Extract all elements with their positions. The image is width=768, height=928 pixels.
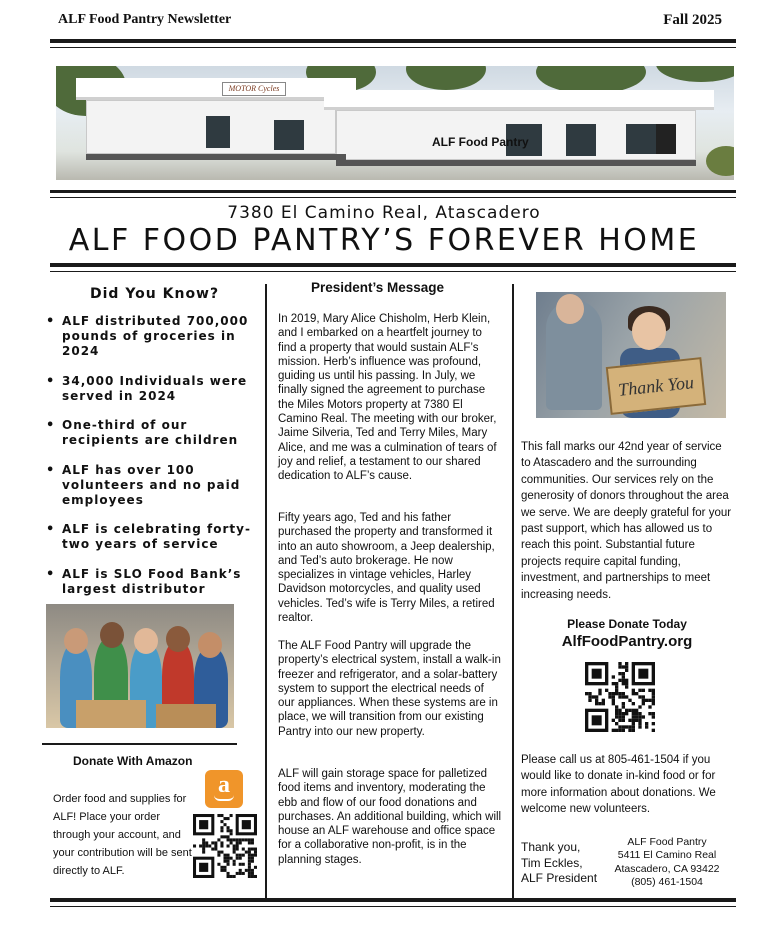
service-paragraph: This fall marks our 42nd year of service to Atascadero and the surrounding communities. Our services rely on the generosity of donors throughout the area we serve. We are deeply grateful for your past support, which has allowed us to reach this point. Substantial future projects require capital funding, investment, and partnerships to meet increasing needs. [521, 441, 732, 601]
top-rule-thin [50, 47, 736, 48]
org-address-line: 5411 El Camino Real [617, 849, 717, 862]
donate-qr-code-icon[interactable] [585, 662, 655, 732]
president-message-title: President’s Message [311, 280, 445, 295]
signature-line: ALF President [521, 871, 598, 885]
headline-rule-thin [50, 271, 736, 272]
building-sign: MOTOR Cycles [222, 82, 286, 96]
amazon-text: Order food and supplies for ALF! Place your order through your account, and your contribution will be sent directly to ALF. [53, 793, 192, 877]
signature-line: Thank you, [521, 840, 581, 854]
newsletter-title: ALF Food Pantry Newsletter [58, 12, 232, 27]
list-item: • One-third of our recipients are children [46, 418, 262, 448]
top-rule-thick [50, 39, 736, 43]
org-address [604, 836, 730, 889]
facts-list [46, 314, 262, 611]
president-paragraph-3: The ALF Food Pantry will upgrade the property’s electrical system, install a walk-in freezer and refrigerator, and a solar-battery system to support the electrical needs of our appliances. When these systems are in place, we will transition from our existing Pantry into our new property. [278, 640, 501, 738]
contact-paragraph: Please call us at 805-461-1504 if you would like to donate in-kind food or for more information about donations. We welcome new volunteers. [521, 754, 716, 816]
headline: ALF FOOD PANTRY’S FOREVER HOME [68, 223, 700, 258]
amazon-qr-code-icon[interactable] [193, 814, 257, 878]
list-item: • ALF distributed 700,000 pounds of groceries in 2024 [46, 314, 262, 359]
column-divider-left [265, 284, 267, 898]
president-paragraph-1: In 2019, Mary Alice Chisholm, Herb Klein, and I embarked on a heartfelt journey to find a property that would sustain ALF’s mission. Herb’s influence was profound, guiding us until his passing. In July, we finally signed the agreement to purchase the Miles Motors property at 7380 El Camino Real. The meeting with our broker, Jaime Silveria, Ted and Terry Miles, Mary Alice, and me was a culmination of tears of joy and relief, a testament to our shared dedication to ALF’s cause. [278, 313, 497, 483]
list-item: • 34,000 Individuals were served in 2024 [46, 374, 262, 404]
amazon-title: Donate With Amazon [73, 754, 193, 768]
bottom-rule-thin [50, 906, 736, 907]
amazon-icon[interactable]: a [205, 770, 243, 808]
hero-rule-thick [50, 190, 736, 193]
building-photo [56, 66, 734, 180]
org-address-line: Atascadero, CA 93422 [614, 862, 720, 875]
list-item: • ALF is celebrating forty-two years of service [46, 522, 262, 552]
org-address-line: (805) 461-1504 [631, 875, 703, 888]
volunteers-photo [46, 604, 234, 728]
hero-rule-thin [50, 197, 736, 198]
donate-title: Please Donate Today [567, 617, 687, 631]
president-paragraph-2: Fifty years ago, Ted and his father purchased the property and transformed it into an auto showroom, a Jeep dealership, and Ted’s auto brokerage. He now specializes in vintage vehicles, Harley Davidson motorcycles, and quality used vehicles. Ted’s wife is Terry Miles, a retired realtor. [278, 512, 495, 625]
headline-rule-thick [50, 263, 736, 267]
photo-caption: ALF Food Pantry [432, 135, 529, 149]
address: 7380 El Camino Real, Atascadero [227, 203, 541, 223]
issue-label: Fall 2025 [663, 12, 722, 28]
list-item: • ALF has over 100 volunteers and no paid employees [46, 463, 262, 508]
org-address-line: ALF Food Pantry [627, 836, 707, 848]
bottom-rule-thick [50, 898, 736, 902]
signature [521, 840, 597, 887]
did-you-know-title: Did You Know? [90, 286, 220, 302]
column-divider-right [512, 284, 514, 898]
president-paragraph-4: ALF will gain storage space for palletized food items and inventory, moderating the ebb and flow of our food donations and purchases. An additional building, which will house an ALF warehouse and office space for a collaborative non-profit, is in the planning stages. [278, 768, 502, 866]
signature-line: Tim Eckles, [521, 855, 583, 870]
amazon-rule [42, 743, 237, 745]
donate-link[interactable]: AlfFoodPantry.org [561, 633, 693, 650]
thank-you-sign: Thank You [606, 357, 706, 415]
thank-you-photo [536, 292, 726, 418]
list-item: • ALF is SLO Food Bank’s largest distributor [46, 567, 262, 597]
